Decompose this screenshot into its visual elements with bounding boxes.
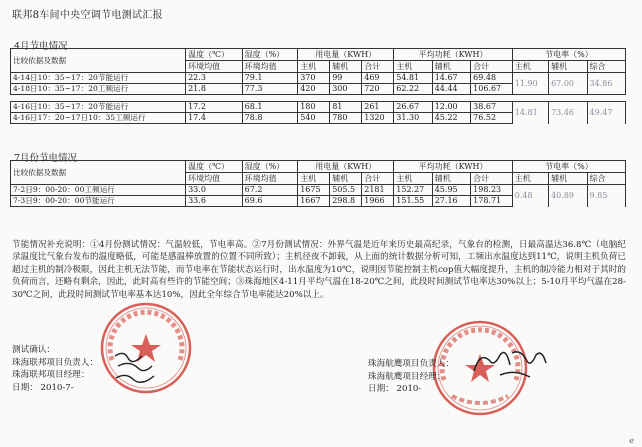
right-lead-label: 珠海航鹰项目负责人： <box>368 359 454 369</box>
page-title: 联邦8车间中央空调节电测试汇报 <box>12 10 163 21</box>
cell-avg-total: 38.67 <box>471 102 513 113</box>
header-avg-main: 主机 <box>394 173 432 185</box>
notes-paragraph: 节能情况补充说明：①4月份测试情况：气温较低，节电率高。②7月份测试情况：外界气温是近年来历史最高纪录，气象台的检测，日最高温达36.8℃（电脑纪录温度比气象台发布的温度略低，可能是感温棒放置的位置不同所致）；主机径夜不卸载，从上面的统计数据分析可知，工频出水温度达到11℃，说明主机负荷已超过主机的制冷极限，因此主机无法节能，而节电率在节能状态运行时，出水温度为10℃，说明因节能控制主机cop值大幅度提升，主机的制冷能力相对于其时的负荷而言，还略有剩余，因此，此时高有些许的节能空间；③珠海地区4-11月平均气温在18-20℃之间，此段时间测试节电率达30%以上；5-10月平均气温在28-30℃之间，此段时间测试节电率基本达10%，因此全年综合节电率能达20%以上。 <box>12 240 626 300</box>
cell-avg-aux: 12.00 <box>432 102 470 113</box>
cell-power-main: 370 <box>298 73 330 84</box>
cell-temp: 21.8 <box>186 84 243 95</box>
cell-hum: 79.1 <box>242 73 298 84</box>
header-power-aux: 辅机 <box>330 61 362 73</box>
header-hum: 湿度（%） <box>242 161 298 173</box>
header-temp-sub: 环境均值 <box>186 61 243 73</box>
cell-hum: 67.2 <box>242 185 298 196</box>
confirm-title: 测试确认： <box>12 345 55 355</box>
signature-block-left <box>12 344 98 394</box>
cell-temp: 17.2 <box>186 102 243 113</box>
header-power-aux: 辅机 <box>330 173 362 185</box>
cell-avg-total: 76.52 <box>471 113 513 124</box>
table-row <box>11 73 626 84</box>
cell-avg-main: 151.55 <box>394 196 432 207</box>
row-label: 7-2日9：00-20：00工频运行 <box>11 185 186 196</box>
row-label: 4-16日10：35~17：20节能运行 <box>11 102 186 113</box>
cell-avg-total: 106.67 <box>471 84 513 95</box>
handwritten-signature-left <box>112 348 158 388</box>
cell-rate-main: 0.48 <box>512 185 548 207</box>
cell-power-main: 1667 <box>298 196 330 207</box>
header-avg-total: 合计 <box>471 173 513 185</box>
cell-power-total: 469 <box>362 73 394 84</box>
cell-avg-main: 152.27 <box>394 185 432 196</box>
right-manager-label: 珠海航鹰项目经理： <box>368 371 446 382</box>
header-rate-aux: 辅机 <box>549 173 587 185</box>
header-avg: 平均功耗（KWH） <box>394 49 513 61</box>
header-temp: 温度（℃） <box>186 49 243 61</box>
header-rate-aux: 辅机 <box>549 61 587 73</box>
cell-power-main: 1675 <box>298 185 330 196</box>
cell-avg-main: 62.22 <box>394 84 432 95</box>
cell-avg-main: 54.81 <box>394 73 432 84</box>
left-date: 日期： 2010-7- <box>12 382 74 393</box>
cell-avg-main: 26.67 <box>394 102 432 113</box>
row-label: 4-16日17：20~17日10：35工频运行 <box>11 113 186 124</box>
row-label: 7-3日9：00-20：00节能运行 <box>11 196 186 207</box>
header-rate-overall: 综合 <box>587 61 625 73</box>
signature-block-right <box>368 358 454 396</box>
header-power-main: 主机 <box>298 61 330 73</box>
header-temp-sub: 环境均值 <box>186 173 243 185</box>
cell-power-total: 2181 <box>362 185 394 196</box>
header-avg-aux: 辅机 <box>432 61 470 73</box>
header-avg-aux: 辅机 <box>432 173 470 185</box>
cell-temp: 17.4 <box>186 113 243 124</box>
cell-hum: 78.8 <box>242 113 298 124</box>
row-label: 4-18日10：35~17：20工频运行 <box>11 84 186 95</box>
section-april-heading: 4月节电情况 <box>14 41 68 52</box>
header-rate-main: 主机 <box>512 173 548 185</box>
cell-power-total: 1966 <box>362 196 394 207</box>
cell-avg-aux: 44.44 <box>432 84 470 95</box>
header-power-total: 合计 <box>362 61 394 73</box>
cell-temp: 33.0 <box>186 185 243 196</box>
cell-rate-aux: 67.00 <box>549 73 587 95</box>
cell-avg-total: 178.71 <box>471 196 513 207</box>
left-lead-label: 珠海联邦项目负责人： <box>12 357 98 368</box>
header-rate: 节电率（%） <box>512 49 625 61</box>
header-power: 用电量（KWH） <box>298 49 394 61</box>
table-row <box>11 102 626 113</box>
cell-rate-aux: 40.89 <box>549 185 587 207</box>
cell-rate-overall: 34.86 <box>587 73 625 95</box>
cell-temp: 33.6 <box>186 196 243 207</box>
cell-power-aux: 81 <box>330 102 362 113</box>
header-avg-main: 主机 <box>394 61 432 73</box>
cell-avg-aux: 14.67 <box>432 73 470 84</box>
cell-power-aux: 298.8 <box>330 196 362 207</box>
header-temp: 温度（℃） <box>186 161 243 173</box>
cell-power-main: 180 <box>298 102 330 113</box>
cell-temp: 22.3 <box>186 73 243 84</box>
corner-mark: ℯ <box>629 436 634 445</box>
header-hum: 湿度（%） <box>242 49 298 61</box>
header-avg-total: 合计 <box>471 61 513 73</box>
cell-power-aux: 780 <box>330 113 362 124</box>
header-power-main: 主机 <box>298 173 330 185</box>
cell-avg-aux: 45.22 <box>432 113 470 124</box>
header-power-total: 合计 <box>362 173 394 185</box>
cell-hum: 68.1 <box>242 102 298 113</box>
cell-power-total: 1320 <box>362 113 394 124</box>
handwritten-signature-right <box>470 345 550 385</box>
header-compare: 比较依据及数据 <box>11 49 186 73</box>
cell-rate-main: 14.81 <box>512 102 548 124</box>
row-label: 4-14日10：35~17：20节能运行 <box>11 73 186 84</box>
header-compare: 比较依据及数据 <box>11 161 186 185</box>
cell-hum: 69.6 <box>242 196 298 207</box>
april-table <box>10 48 626 124</box>
cell-power-aux: 300 <box>330 84 362 95</box>
left-manager-label: 珠海联邦项目经理： <box>12 370 90 380</box>
cell-power-aux: 99 <box>330 73 362 84</box>
header-hum-sub: 环境均值 <box>242 61 298 73</box>
cell-avg-total: 69.48 <box>471 73 513 84</box>
header-rate-main: 主机 <box>512 61 548 73</box>
header-rate-overall: 综合 <box>587 173 625 185</box>
cell-rate-overall: 9.85 <box>587 185 625 207</box>
cell-hum: 77.3 <box>242 84 298 95</box>
header-power: 用电量（KWH） <box>298 161 394 173</box>
cell-rate-aux: 73.46 <box>549 102 587 124</box>
header-avg: 平均功耗（KWH） <box>394 161 513 173</box>
cell-rate-main: 11.90 <box>512 73 548 95</box>
cell-power-total: 720 <box>362 84 394 95</box>
header-hum-sub: 环境均值 <box>242 173 298 185</box>
cell-avg-aux: 45.95 <box>432 185 470 196</box>
cell-avg-total: 198.23 <box>471 185 513 196</box>
cell-avg-aux: 27.16 <box>432 196 470 207</box>
section-july-heading: 7月份节电情况 <box>14 153 78 164</box>
july-table <box>10 160 626 207</box>
table-row <box>11 185 626 196</box>
spacer-row <box>11 95 626 102</box>
header-rate: 节电率（%） <box>512 161 625 173</box>
right-date: 日期： 2010- <box>368 384 422 394</box>
cell-power-total: 261 <box>362 102 394 113</box>
cell-power-aux: 505.5 <box>330 185 362 196</box>
cell-power-main: 540 <box>298 113 330 124</box>
cell-power-main: 420 <box>298 84 330 95</box>
cell-rate-overall: 49.47 <box>587 102 625 124</box>
cell-avg-main: 31.30 <box>394 113 432 124</box>
